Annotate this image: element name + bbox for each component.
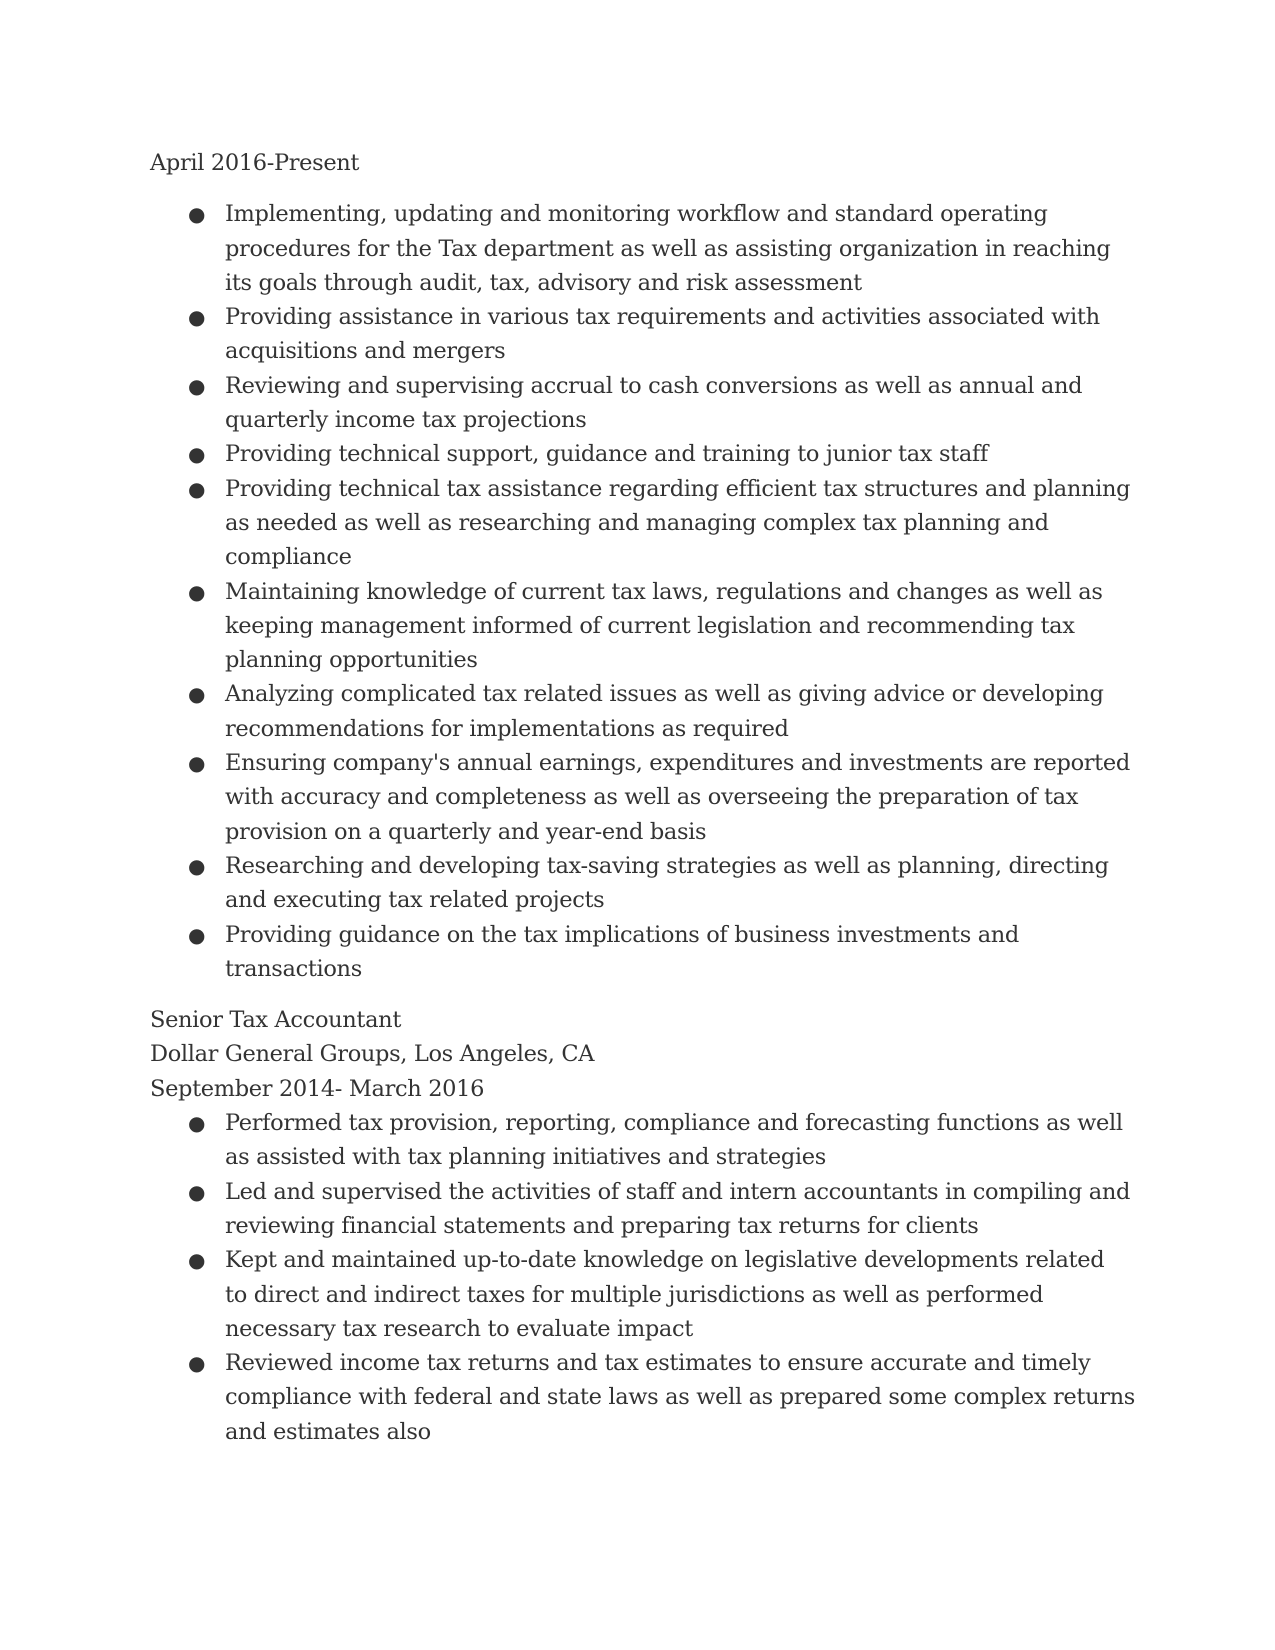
list-item <box>150 1175 1140 1244</box>
bullet-text-line: as assisted with tax planning initiatives and strategies <box>225 1144 826 1171</box>
bullet-icon: ● <box>188 476 206 501</box>
bullet-text-line: as needed as well as researching and managing complex tax planning and <box>225 509 1049 536</box>
bullet-text-line: Providing technical support, guidance and training to junior tax staff <box>225 441 988 468</box>
bullet-text-line: Performed tax provision, reporting, compliance and forecasting functions as well <box>225 1110 1123 1137</box>
bullet-icon: ● <box>188 202 206 227</box>
bullet-text-line: keeping management informed of current legislation and recommending tax <box>225 612 1075 639</box>
bullet-icon: ● <box>188 579 206 604</box>
bullet-text-line: Maintaining knowledge of current tax laws, regulations and changes as well as <box>225 578 1103 605</box>
list-item <box>150 437 1140 471</box>
bullet-text-line: Implementing, updating and monitoring workflow and standard operating <box>225 201 1048 228</box>
list-item <box>150 1346 1140 1449</box>
bullet-text-line: procedures for the Tax department as well as assisting organization in reaching <box>225 235 1111 262</box>
spacer <box>150 180 1140 197</box>
list-item <box>150 300 1140 369</box>
bullet-text-line: Led and supervised the activities of staff and intern accountants in compiling and <box>225 1178 1131 1205</box>
bullet-text-line: Providing technical tax assistance regarding efficient tax structures and planning <box>225 475 1131 502</box>
company-location: Dollar General Groups, Los Angeles, CA <box>150 1041 595 1068</box>
bullet-text-line: Kept and maintained up-to-date knowledge on legislative developments related <box>225 1247 1105 1274</box>
bullet-text-line: with accuracy and completeness as well as overseeing the preparation of tax <box>225 784 1079 811</box>
bullet-icon: ● <box>188 1179 206 1204</box>
job-title: Senior Tax Accountant <box>150 1007 402 1034</box>
bullet-icon: ● <box>188 751 206 776</box>
list-item <box>150 575 1140 678</box>
bullet-text-line: provision on a quarterly and year-end basis <box>225 818 707 845</box>
bullet-text-line: Researching and developing tax-saving strategies as well as planning, directing <box>225 852 1109 879</box>
bullet-text-line: necessary tax research to evaluate impact <box>225 1315 693 1342</box>
bullet-icon: ● <box>188 682 206 707</box>
bullet-text-line: to direct and indirect taxes for multiple jurisdictions as well as performed <box>225 1281 1044 1308</box>
bullet-icon: ● <box>188 305 206 330</box>
bullet-icon: ● <box>188 373 206 398</box>
list-item <box>150 849 1140 918</box>
section1-bullet-list <box>150 197 1140 986</box>
bullet-icon: ● <box>188 1111 206 1136</box>
bullet-text-line: and estimates also <box>225 1418 431 1445</box>
list-item <box>150 472 1140 575</box>
bullet-text-line: compliance <box>225 544 352 571</box>
list-item <box>150 1106 1140 1175</box>
bullet-text-line: compliance with federal and state laws as well as prepared some complex returns <box>225 1384 1135 1411</box>
bullet-icon: ● <box>188 853 206 878</box>
bullet-text-line: and executing tax related projects <box>225 887 605 914</box>
bullet-text-line: acquisitions and mergers <box>225 338 506 365</box>
list-item <box>150 677 1140 746</box>
bullet-text-line: planning opportunities <box>225 647 478 674</box>
bullet-text-line: transactions <box>225 955 362 982</box>
bullet-icon: ● <box>188 1248 206 1273</box>
bullet-text-line: Providing guidance on the tax implications of business investments and <box>225 921 1019 948</box>
list-item <box>150 746 1140 849</box>
list-item <box>150 369 1140 438</box>
list-item <box>150 918 1140 987</box>
bullet-icon: ● <box>188 922 206 947</box>
bullet-icon: ● <box>188 442 206 467</box>
bullet-text-line: Reviewing and supervising accrual to cash conversions as well as annual and <box>225 372 1083 399</box>
list-item <box>150 1243 1140 1346</box>
bullet-text-line: its goals through audit, tax, advisory and risk assessment <box>225 269 862 296</box>
spacer <box>150 986 1140 1003</box>
bullet-text-line: Ensuring company's annual earnings, expenditures and investments are reported <box>225 750 1130 777</box>
bullet-text-line: Reviewed income tax returns and tax estimates to ensure accurate and timely <box>225 1350 1091 1377</box>
section1-date: April 2016-Present <box>150 150 360 176</box>
bullet-text-line: quarterly income tax projections <box>225 407 587 434</box>
bullet-text-line: Providing assistance in various tax requirements and activities associated with <box>225 304 1100 331</box>
bullet-icon: ● <box>188 1351 206 1376</box>
section2-bullet-list <box>150 1106 1140 1449</box>
bullet-text-line: Analyzing complicated tax related issues as well as giving advice or developing <box>225 681 1104 708</box>
bullet-text-line: recommendations for implementations as required <box>225 715 789 742</box>
section2-date: September 2014- March 2016 <box>150 1075 485 1102</box>
list-item <box>150 197 1140 300</box>
bullet-text-line: reviewing financial statements and preparing tax returns for clients <box>225 1212 979 1239</box>
resume-content <box>150 146 1140 1449</box>
